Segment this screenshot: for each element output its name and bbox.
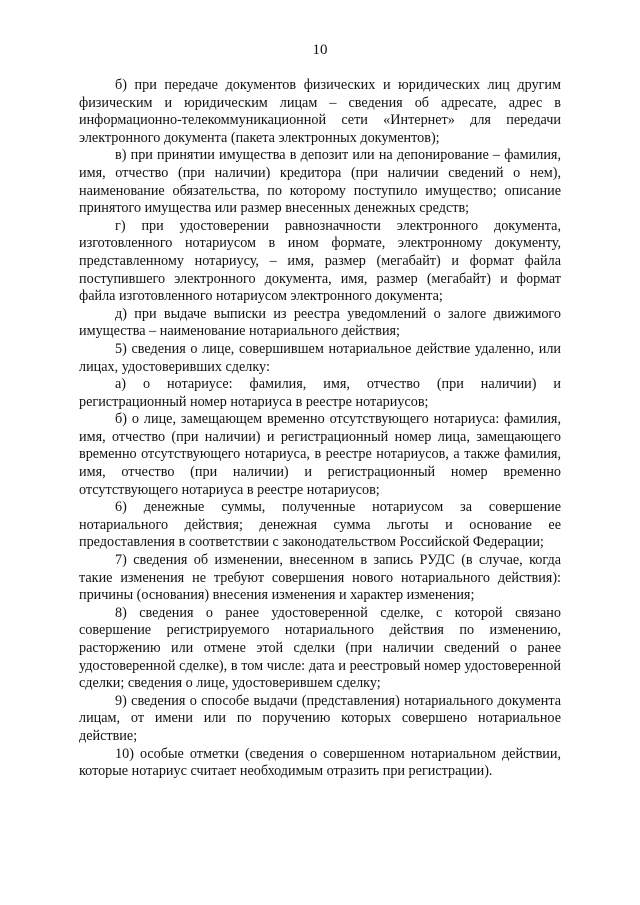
paragraph-v-deposit: в) при принятии имущества в депозит или на депонирование – фамилия, имя, отчество (при наличии) кредитора (при наличии сведений о нем), наименование обязательства, по которому поступило имущество; описание принятого имущества или размер внесенных денежных средств; bbox=[79, 147, 561, 217]
paragraph-6-amounts: 6) денежные суммы, полученные нотариусом за совершение нотариального действия; денежная сумма льготы и основание ее предоставления в соответствии с законодательством Российской Федерации; bbox=[79, 499, 561, 551]
paragraph-10-special-notes: 10) особые отметки (сведения о совершенном нотариальном действии, которые нотариус считает необходимым отразить при регистрации). bbox=[79, 745, 561, 780]
page-number: 10 bbox=[312, 42, 328, 58]
paragraph-5-persons: 5) сведения о лице, совершившем нотариальное действие удаленно, или лицах, удостоверивших сделку: bbox=[79, 340, 561, 375]
paragraph-g-equivalence: г) при удостоверении равнозначности электронного документа, изготовленного нотариусом в ином формате, электронному документу, представленному нотариусу, – имя, размер (мегабайт) и формат файла поступившего электронного документа, имя, размер (мегабайт) и формат файла изготовленного нотариусом электронного документа; bbox=[79, 217, 561, 305]
paragraph-8-prior-deal: 8) сведения о ранее удостоверенной сделке, с которой связано совершение регистрируемого нотариального действия по изменению, расторжению или отмене этой сделки (при наличии сведений о ранее удостоверенной сделке), в том числе: дата и реестровый номер удостоверенной сделки; сведения о лице, удостоверившем сделку; bbox=[79, 604, 561, 692]
document-body bbox=[79, 77, 561, 781]
paragraph-5b-substitute: б) о лице, замещающем временно отсутствующего нотариуса: фамилия, имя, отчество (при наличии) и регистрационный номер лица, замещающего временно отсутствующего нотариуса, в реестре нотариусов, а также фамилия, имя, отчество (при наличии) и регистрационный номер временно отсутствующего нотариуса в реестре нотариусов; bbox=[79, 411, 561, 498]
paragraph-9-issuance: 9) сведения о способе выдачи (представления) нотариального документа лицам, от имени или по поручению которых совершено нотариальное действие; bbox=[79, 692, 561, 744]
paragraph-5a-notary: а) о нотариусе: фамилия, имя, отчество (при наличии) и регистрационный номер нотариуса в реестре нотариусов; bbox=[79, 376, 561, 410]
paragraph-b-transfer-documents: б) при передаче документов физических и юридических лиц другим физическим и юридическим лицам – сведения об адресате, адрес в информационно-телекоммуникационной сети «Интернет» для передачи электронного документа (пакета электронных документов); bbox=[79, 77, 561, 146]
paragraph-7-changes: 7) сведения об изменении, внесенном в запись РУДС (в случае, когда такие изменения не требуют совершения нового нотариального действия): причины (основания) внесения изменения и характер изменения; bbox=[79, 552, 561, 604]
paragraph-d-pledge-extract: д) при выдаче выписки из реестра уведомлений о залоге движимого имущества – наименование нотариального действия; bbox=[79, 305, 561, 340]
